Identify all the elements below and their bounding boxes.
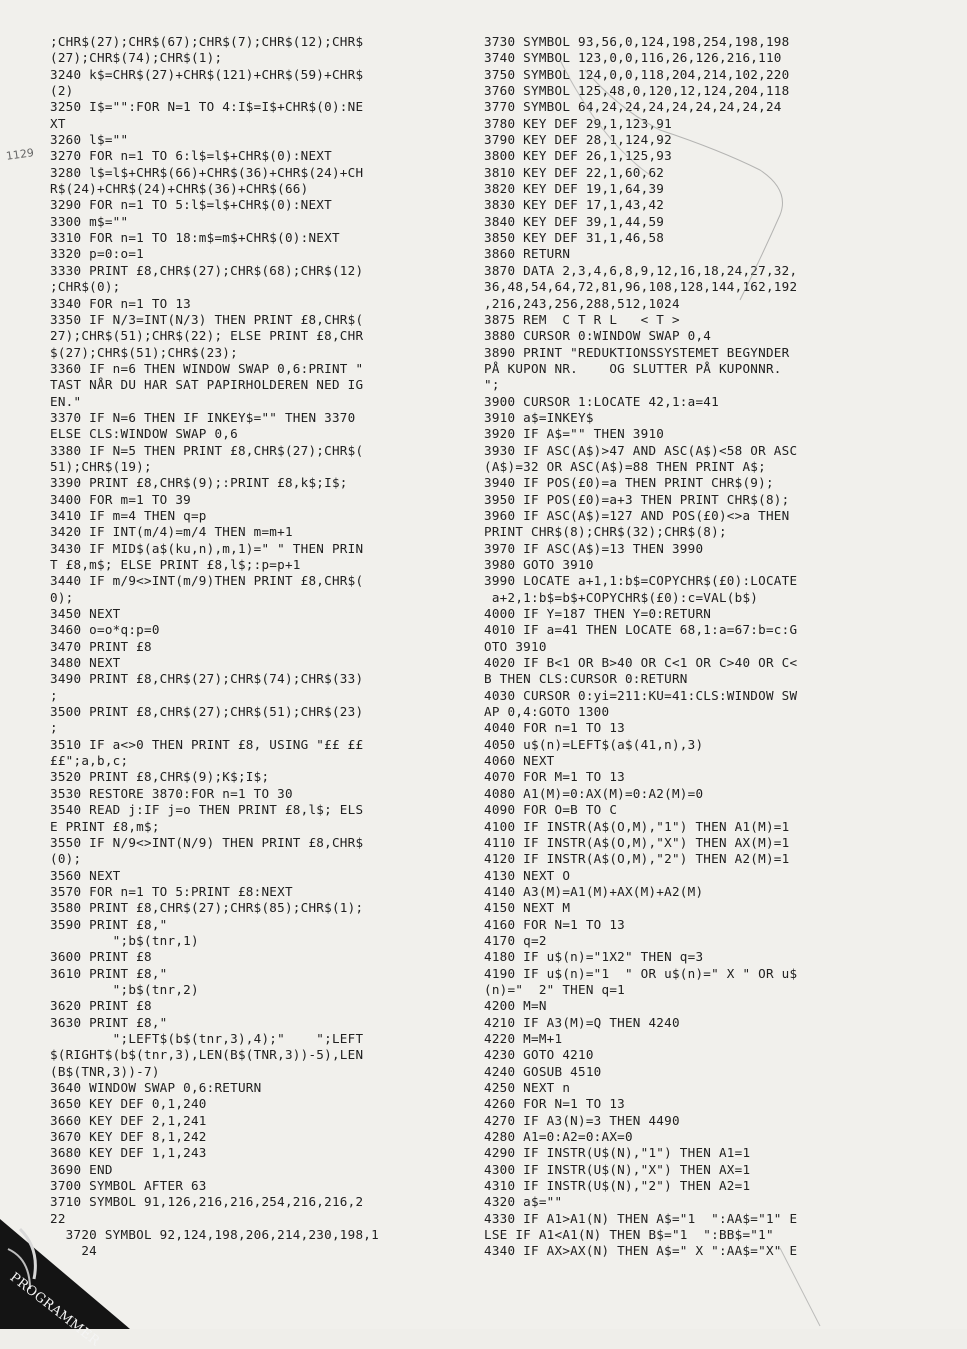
code-line: $(RIGHT$(b$(tnr,3),LEN(B$(TNR,3))-5),LEN [50,1047,364,1063]
code-line: 4320 a$="" [484,1194,563,1210]
code-line: 4040 FOR n=1 TO 13 [484,720,625,736]
code-line: 3320 p=0:o=1 [50,246,144,262]
code-line: 3960 IF ASC(A$)=127 AND POS(£0)<>a THEN [484,507,790,523]
code-line: 4090 FOR O=B TO C [484,802,618,818]
code-line: 3460 o=o*q:p=0 [50,622,160,638]
code-line: 3940 IF POS(£0)=a THEN PRINT CHR$(9); [484,475,774,491]
code-line: 3360 IF n=6 THEN WINDOW SWAP 0,6:PRINT " [50,360,364,376]
code-line: 3280 l$=l$+CHR$(66)+CHR$(36)+CHR$(24)+CH [50,164,364,180]
code-line: ££";a,b,c; [50,753,129,769]
code-line: 3260 l$="" [50,132,129,148]
code-line: 3750 SYMBOL 124,0,0,118,204,214,102,220 [484,66,790,82]
code-line: 3330 PRINT £8,CHR$(27);CHR$(68);CHR$(12) [50,262,364,278]
code-line: 4120 IF INSTR(A$(O,M),"2") THEN A2(M)=1 [484,851,790,867]
code-line: 4140 A3(M)=A1(M)+AX(M)+A2(M) [484,883,704,899]
code-line: 3310 FOR n=1 TO 18:m$=m$+CHR$(0):NEXT [50,230,340,246]
code-line: 3240 k$=CHR$(27)+CHR$(121)+CHR$(59)+CHR$ [50,66,364,82]
code-line: OTO 3910 [484,638,547,654]
code-line: 3870 DATA 2,3,4,6,8,9,12,16,18,24,27,32, [484,262,798,278]
code-line: 3340 FOR n=1 TO 13 [50,295,191,311]
code-line: (B$(TNR,3))-7) [50,1063,160,1079]
code-line: 3540 READ j:IF j=o THEN PRINT £8,l$; ELS [50,802,364,818]
code-line: 4230 GOTO 4210 [484,1047,594,1063]
code-line: EN." [50,393,82,409]
code-line: 3730 SYMBOL 93,56,0,124,198,254,198,198 [484,34,790,49]
code-line: 4050 u$(n)=LEFT$(a$(41,n),3) [484,736,704,752]
code-line: 3390 PRINT £8,CHR$(9);:PRINT £8,k$;I$; [50,475,348,491]
code-line: 36,48,54,64,72,81,96,108,128,144,162,192 [484,279,798,295]
code-line: 3790 KEY DEF 28,1,124,92 [484,132,672,148]
code-line: 3350 IF N/3=INT(N/3) THEN PRINT £8,CHR$( [50,311,364,327]
code-line: ;CHR$(27);CHR$(67);CHR$(7);CHR$(12);CHR$ [50,34,364,49]
code-line: "; [484,377,500,393]
code-line: 3580 PRINT £8,CHR$(27);CHR$(85);CHR$(1); [50,900,364,916]
code-line: ";b$(tnr,2) [50,981,199,997]
code-line: 3270 FOR n=1 TO 6:l$=l$+CHR$(0):NEXT [50,148,332,164]
code-line: 4080 A1(M)=0:AX(M)=0:A2(M)=0 [484,785,704,801]
code-line: E PRINT £8,m$; [50,818,160,834]
code-line: TAST NÅR DU HAR SAT PAPIRHOLDEREN NED IG [50,377,364,393]
code-line: 4240 GOSUB 4510 [484,1063,602,1079]
code-line: XT [50,115,66,131]
code-line: 3500 PRINT £8,CHR$(27);CHR$(51);CHR$(23) [50,704,364,720]
code-line: 4250 NEXT n [484,1080,571,1095]
code-line: 3690 END [50,1161,113,1177]
code-line: 0); [50,589,74,605]
code-line: 3490 PRINT £8,CHR$(27);CHR$(74);CHR$(33) [50,671,364,687]
code-line: ";LEFT$(b$(tnr,3),4);" ";LEFT [50,1030,364,1046]
code-line: B THEN CLS:CURSOR 0:RETURN [484,671,688,687]
code-line: 4340 IF AX>AX(N) THEN A$=" X ":AA$="X" E [484,1243,798,1259]
right-code-column [484,34,904,1260]
code-line: (A$)=32 OR ASC(A$)=88 THEN PRINT A$; [484,458,766,474]
code-line: a+2,1:b$=b$+COPYCHR$(£0):c=VAL(b$) [484,589,759,605]
code-line: $(27);CHR$(51);CHR$(23); [50,344,238,360]
code-line: 3840 KEY DEF 39,1,44,59 [484,213,665,229]
code-line: PÅ KUPON NR. OG SLUTTER PÅ KUPONNR. [484,360,782,376]
code-line: 3530 RESTORE 3870:FOR n=1 TO 30 [50,785,293,801]
code-line: 4190 IF u$(n)="1 " OR u$(n)=" X " OR u$ [484,965,798,981]
code-line: 4210 IF A3(M)=Q THEN 4240 [484,1014,680,1030]
code-line: 3800 KEY DEF 26,1,125,93 [484,148,672,164]
code-line: 3680 KEY DEF 1,1,243 [50,1145,207,1161]
code-line: 3920 IF A$="" THEN 3910 [484,426,665,442]
code-line: 3830 KEY DEF 17,1,43,42 [484,197,665,213]
code-line: 3290 FOR n=1 TO 5:l$=l$+CHR$(0):NEXT [50,197,332,213]
code-line: 4100 IF INSTR(A$(O,M),"1") THEN A1(M)=1 [484,818,790,834]
code-line: 3650 KEY DEF 0,1,240 [50,1096,207,1112]
code-line: 3400 FOR m=1 TO 39 [50,491,191,507]
code-line: 3620 PRINT £8 [50,998,152,1014]
code-line: 3250 I$="":FOR N=1 TO 4:I$=I$+CHR$(0):NE [50,99,364,115]
code-line: 3370 IF N=6 THEN IF INKEY$="" THEN 3370 [50,409,356,425]
code-line: 4110 IF INSTR(A$(O,M),"X") THEN AX(M)=1 [484,834,790,850]
code-line: 4310 IF INSTR(U$(N),"2") THEN A2=1 [484,1178,751,1194]
code-line: 3630 PRINT £8," [50,1014,168,1030]
code-line: 27);CHR$(51);CHR$(22); ELSE PRINT £8,CHR [50,328,364,344]
code-line: 3510 IF a<>0 THEN PRINT £8, USING "££ ££ [50,736,364,752]
code-line: 3420 IF INT(m/4)=m/4 THEN m=m+1 [50,524,293,540]
code-line: 3900 CURSOR 1:LOCATE 42,1:a=41 [484,393,719,409]
code-line: 3890 PRINT "REDUKTIONSSYSTEMET BEGYNDER [484,344,790,360]
code-line: ; [50,720,58,736]
code-line: 4260 FOR N=1 TO 13 [484,1096,625,1112]
code-line: 3980 GOTO 3910 [484,557,594,572]
code-line: ELSE CLS:WINDOW SWAP 0,6 [50,426,238,442]
code-line: 3710 SYMBOL 91,126,216,216,254,216,216,2 [50,1194,364,1210]
code-line: 3380 IF N=5 THEN PRINT £8,CHR$(27);CHR$( [50,442,364,458]
code-line: (0); [50,851,82,867]
code-line: 4130 NEXT O [484,867,571,883]
code-line: (27);CHR$(74);CHR$(1); [50,50,223,66]
code-line: 4020 IF B<1 OR B>40 OR C<1 OR C>40 OR C< [484,655,798,671]
code-line: 4010 IF a=41 THEN LOCATE 68,1:a=67:b=c:G [484,622,798,638]
code-line: 3410 IF m=4 THEN q=p [50,507,207,523]
code-line: ,216,243,256,288,512,1024 [484,295,680,311]
code-line: 4200 M=N [484,998,547,1014]
code-line: 22 [50,1210,66,1226]
code-line: 4330 IF A1>A1(N) THEN A$="1 ":AA$="1" E [484,1210,798,1226]
margin-note: 1129 [5,146,35,163]
code-line: 3640 WINDOW SWAP 0,6:RETURN [50,1080,262,1095]
code-line: 4030 CURSOR 0:yi=211:KU=41:CLS:WINDOW SW [484,687,798,703]
code-line: 24 [50,1243,97,1259]
code-line: 4060 NEXT [484,753,555,769]
code-line: 4280 A1=0:A2=0:AX=0 [484,1129,633,1145]
code-line: 3610 PRINT £8," [50,965,168,981]
code-line: 3520 PRINT £8,CHR$(9);K$;I$; [50,769,270,785]
code-line: AP 0,4:GOTO 1300 [484,704,610,720]
code-line: 3740 SYMBOL 123,0,0,116,26,126,216,110 [484,50,782,66]
code-line: T £8,m$; ELSE PRINT £8,l$;:p=p+1 [50,557,301,572]
code-line: 3930 IF ASC(A$)>47 AND ASC(A$)<58 OR ASC [484,442,798,458]
code-line: 3990 LOCATE a+1,1:b$=COPYCHR$(£0):LOCATE [484,573,798,589]
code-line: 4150 NEXT M [484,900,571,916]
code-line: 3600 PRINT £8 [50,949,152,965]
code-line: 4160 FOR N=1 TO 13 [484,916,625,932]
code-line: 4220 M=M+1 [484,1030,563,1046]
code-line: ";b$(tnr,1) [50,932,199,948]
code-line: 3440 IF m/9<>INT(m/9)THEN PRINT £8,CHR$( [50,573,364,589]
left-code-column [50,34,468,1260]
corner-label: PROGRAMMER [6,1270,103,1349]
code-line: 3850 KEY DEF 31,1,46,58 [484,230,665,246]
code-line: 3875 REM C T R L < T > [484,311,680,327]
code-line: 3550 IF N/9<>INT(N/9) THEN PRINT £8,CHR$ [50,834,364,850]
code-line: 3670 KEY DEF 8,1,242 [50,1129,207,1145]
code-line: 3700 SYMBOL AFTER 63 [50,1178,207,1194]
code-line: 4000 IF Y=187 THEN Y=0:RETURN [484,606,712,622]
code-line: 3590 PRINT £8," [50,916,168,932]
code-line: 51);CHR$(19); [50,458,152,474]
code-line: 3760 SYMBOL 125,48,0,120,12,124,204,118 [484,83,790,99]
code-line: 4270 IF A3(N)=3 THEN 4490 [484,1112,680,1128]
code-line: 3950 IF POS(£0)=a+3 THEN PRINT CHR$(8); [484,491,790,507]
code-line: (n)=" 2" THEN q=1 [484,981,625,997]
code-line: 4290 IF INSTR(U$(N),"1") THEN A1=1 [484,1145,751,1161]
code-line: 3880 CURSOR 0:WINDOW SWAP 0,4 [484,328,712,344]
code-line: 3820 KEY DEF 19,1,64,39 [484,181,665,197]
code-line: 4170 q=2 [484,932,547,948]
code-line: 3660 KEY DEF 2,1,241 [50,1112,207,1128]
code-line: 4070 FOR M=1 TO 13 [484,769,625,785]
code-line: 3470 PRINT £8 [50,638,152,654]
code-line: PRINT CHR$(8);CHR$(32);CHR$(8); [484,524,727,540]
code-line: 3560 NEXT [50,867,121,883]
code-line: 3810 KEY DEF 22,1,60,62 [484,164,665,180]
code-line: 3450 NEXT [50,606,121,622]
code-line: 4180 IF u$(n)="1X2" THEN q=3 [484,949,704,965]
code-line: 3720 SYMBOL 92,124,198,206,214,230,198,1 [50,1227,379,1243]
code-line: R$(24)+CHR$(24)+CHR$(36)+CHR$(66) [50,181,309,197]
code-line: (2) [50,83,74,99]
code-line: ;CHR$(0); [50,279,121,295]
code-line: 3430 IF MID$(a$(ku,n),m,1)=" " THEN PRIN [50,540,364,556]
code-line: 3780 KEY DEF 29,1,123,91 [484,115,672,131]
code-line: ; [50,687,58,703]
code-line: 3770 SYMBOL 64,24,24,24,24,24,24,24,24 [484,99,782,115]
code-line: 3570 FOR n=1 TO 5:PRINT £8:NEXT [50,883,293,899]
code-line: 3480 NEXT [50,655,121,671]
code-line: 3860 RETURN [484,246,571,262]
code-line: 3970 IF ASC(A$)=13 THEN 3990 [484,540,704,556]
code-line: 3910 a$=INKEY$ [484,409,594,425]
code-line: 4300 IF INSTR(U$(N),"X") THEN AX=1 [484,1161,751,1177]
code-line: LSE IF A1<A1(N) THEN B$="1 ":BB$="1" [484,1227,774,1243]
code-line: 3300 m$="" [50,213,129,229]
